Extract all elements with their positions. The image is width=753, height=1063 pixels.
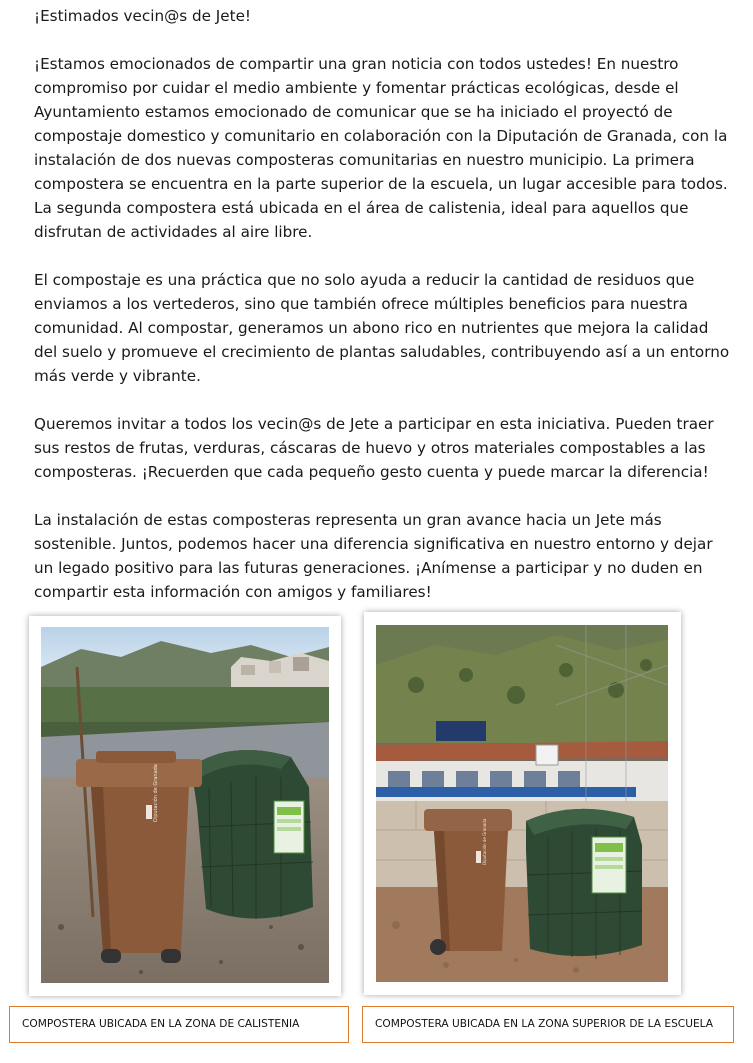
photo-escuela <box>376 625 668 982</box>
caption-escuela <box>362 1006 734 1043</box>
photo-calistenia-frame <box>29 616 341 996</box>
photo-escuela-frame <box>364 612 681 995</box>
letter-paragraph-2: El compostaje es una práctica que no solo ayuda a reducir la cantidad de residuos que enviamos a los vertederos, sino que también ofrece múltiples beneficios para nuestra comunidad. Al compostar, generamos un abono rico en nutrientes que mejora la calidad del suelo y promueve el crecimiento de plantas saludables, contribuyendo así a un entorno más verde y vibrante. <box>34 271 730 385</box>
letter-paragraph-3: Queremos invitar a todos los vecin@s de Jete a participar en esta iniciativa. Pueden traer sus restos de frutas, verduras, cáscaras de huevo y otros materiales compostables a las composteras. ¡Recuerden que cada pequeño gesto cuenta y puede marcar la diferencia! <box>34 415 714 481</box>
caption-calistenia <box>9 1006 349 1043</box>
letter-paragraph-4: La instalación de estas composteras representa un gran avance hacia un Jete más sostenible. Juntos, podemos hacer una diferencia significativa en nuestro entorno y dejar un legado positivo para las futuras generaciones. ¡Anímense a participar y no duden en compartir esta información con amigos y familiares! <box>34 511 713 601</box>
right-bin-label: Diputación de Granada <box>482 818 487 865</box>
letter-body <box>34 4 734 628</box>
green-composter <box>191 750 313 919</box>
photo-calistenia <box>41 627 329 983</box>
green-composter <box>526 809 642 959</box>
left-bin-label: Diputación de Granada <box>153 764 159 822</box>
letter-paragraph-1: ¡Estamos emocionados de compartir una gran noticia con todos ustedes! En nuestro compromiso por cuidar el medio ambiente y fomentar prácticas ecológicas, desde el Ayuntamiento estamos emocionado de comunicar que se ha iniciado el proyectó de compostaje domestico y comunitario en colaboración con la Diputación de Granada, con la instalación de dos nuevas composteras comunitarias en nuestro municipio. La primera compostera se encuentra en la parte superior de la escuela, un lugar accesible para todos. La segunda compostera está ubicada en el área de calistenia, ideal para aquellos que disfrutan de actividades al aire libre. <box>34 55 728 241</box>
caption-escuela-text: COMPOSTERA UBICADA EN LA ZONA SUPERIOR DE LA ESCUELA <box>375 1018 714 1031</box>
letter-greeting: ¡Estimados vecin@s de Jete! <box>34 7 252 25</box>
caption-calistenia-text: COMPOSTERA UBICADA EN LA ZONA DE CALISTENIA <box>22 1018 300 1031</box>
